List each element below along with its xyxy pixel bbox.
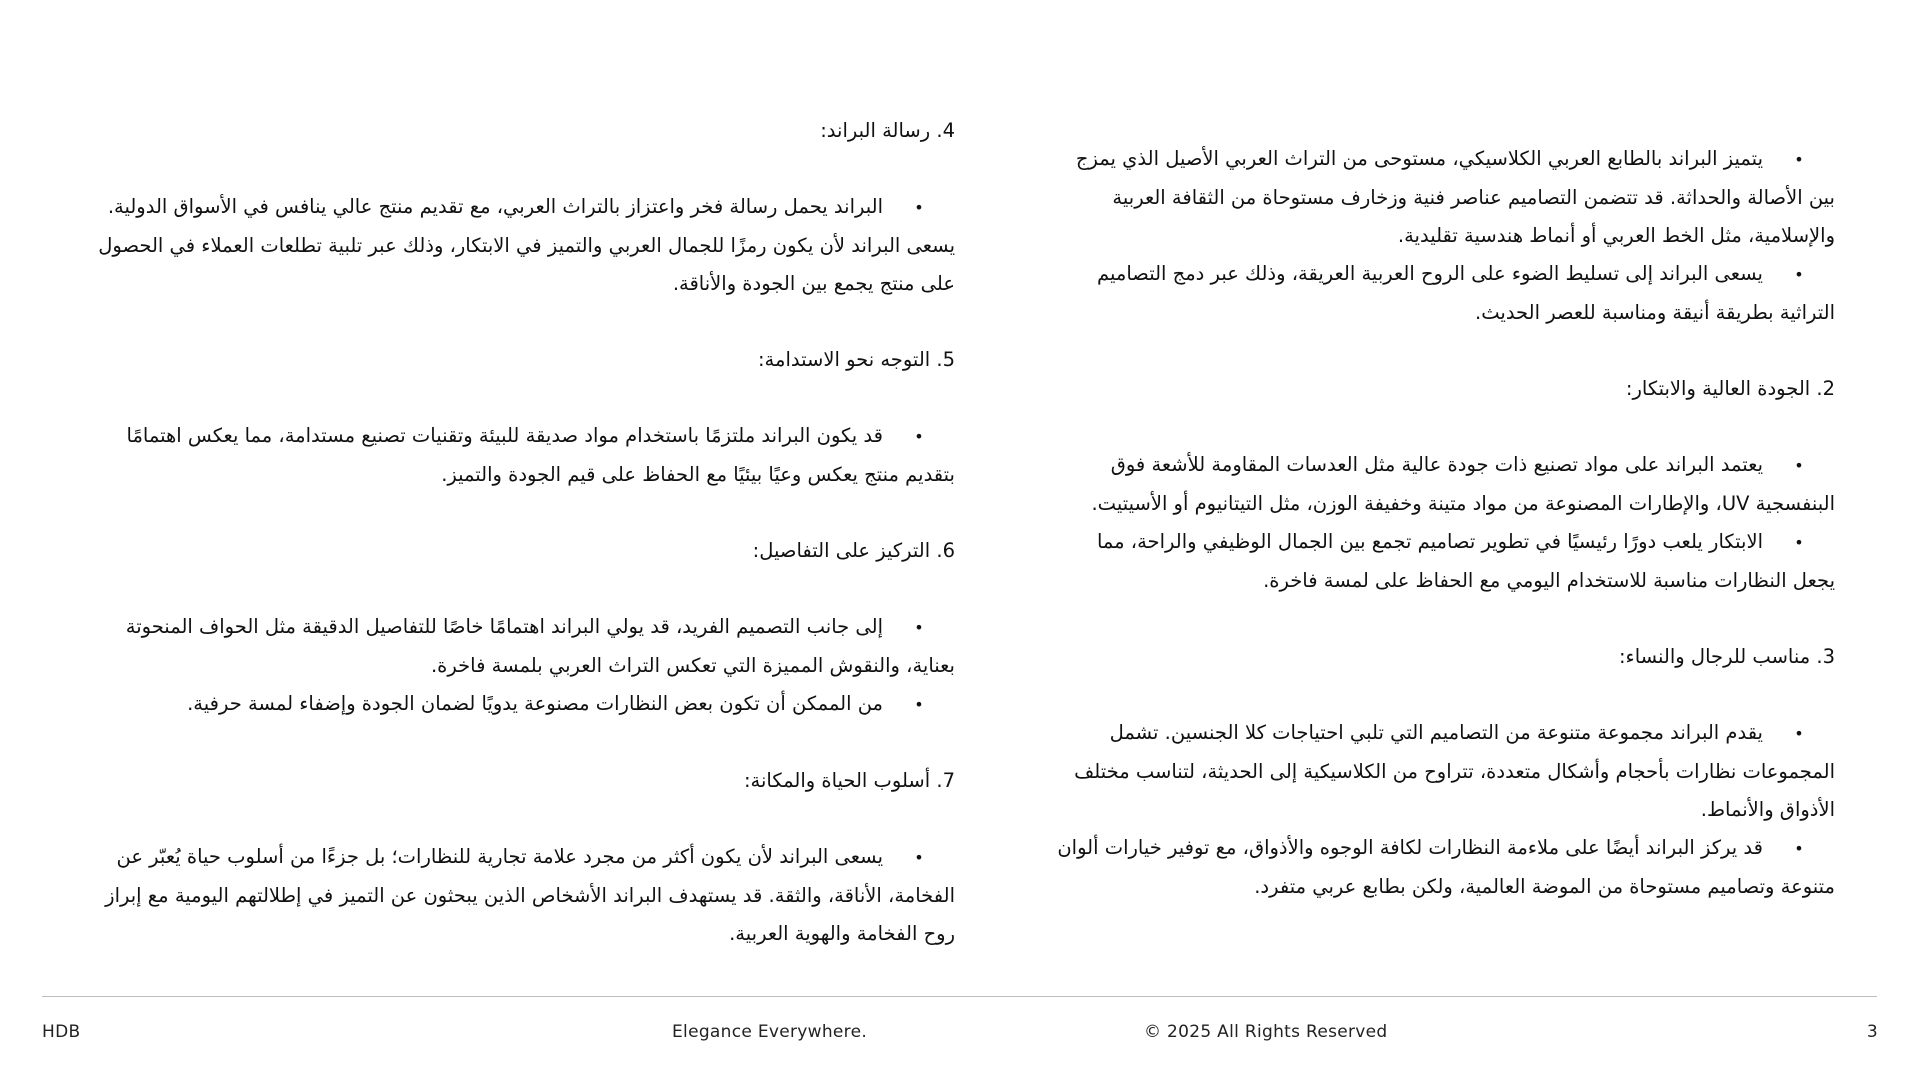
list-item — [97, 685, 955, 724]
list-item — [1057, 255, 1835, 332]
bullet-marker: • — [914, 618, 924, 637]
bullet-marker: • — [914, 695, 924, 714]
bullet-text: البراند يحمل رسالة فخر واعتزاز بالتراث العربي، مع تقديم منتج عالي ينافس في الأسواق الدولية. يسعى البراند لأن يكون رمزًا للجمال العربي والتميز في الابتكار، وذلك عبر تلبية تطلعات العملاء في الحصول على منتج يجمع بين الجودة والأناقة. — [98, 195, 955, 295]
list-item — [1057, 140, 1835, 255]
bullet-list — [97, 417, 955, 494]
page-number: 3 — [1866, 1022, 1878, 1042]
bullet-marker: • — [914, 848, 924, 867]
section-heading: 3. مناسب للرجال والنساء: — [1618, 645, 1835, 668]
list-item — [1057, 523, 1835, 600]
bullet-text: يسعى البراند إلى تسليط الضوء على الروح العربية العريقة، وذلك عبر دمج التصاميم التراثية بطريقة أنيقة ومناسبة للعصر الحديث. — [1097, 262, 1835, 324]
section-1-continued — [1057, 112, 1835, 332]
bullet-text: يسعى البراند لأن يكون أكثر من مجرد علامة تجارية للنظارات؛ بل جزءًا من أسلوب حياة يُعبّر عن الفخامة، الأناقة، والثقة. قد يستهدف البراند الأشخاص الذين يبحثون عن التميز في إطلالتهم اليومية مع إبراز روح الفخامة والهوية العربية. — [105, 845, 955, 945]
section-4 — [97, 112, 955, 303]
bullet-marker: • — [1794, 724, 1804, 743]
footer-brand: HDB — [42, 1022, 81, 1042]
list-item — [1057, 714, 1835, 829]
bullet-list — [1057, 140, 1835, 332]
bullet-text: قد يكون البراند ملتزمًا باستخدام مواد صديقة للبيئة وتقنيات تصنيع مستدامة، مما يعكس اهتمامًا بتقديم منتج يعكس وعيًا بيئيًا مع الحفاظ على قيم الجودة والتميز. — [126, 424, 955, 486]
section-heading: 6. التركيز على التفاصيل: — [752, 539, 955, 562]
section-5 — [97, 341, 955, 494]
bullet-text: يتميز البراند بالطابع العربي الكلاسيكي، مستوحى من التراث العربي الأصيل الذي يمزج بين الأصالة والحداثة. قد تتضمن التصاميم عناصر فنية وزخارف مستوحاة من الثقافة العربية والإسلامية، مثل الخط العربي أو أنماط هندسية تقليدية. — [1075, 147, 1835, 247]
bullet-marker: • — [1794, 150, 1804, 169]
list-item — [1057, 446, 1835, 523]
footer-tagline: Elegance Everywhere. — [672, 1022, 868, 1042]
section-2 — [1057, 370, 1835, 600]
section-heading: 7. أسلوب الحياة والمكانة: — [743, 769, 955, 792]
left-text-column — [97, 112, 955, 953]
bullet-list — [97, 188, 955, 303]
section-heading: 2. الجودة العالية والابتكار: — [1625, 377, 1835, 400]
footer-divider — [42, 996, 1877, 997]
section-heading: 4. رسالة البراند: — [820, 119, 955, 142]
bullet-list — [1057, 714, 1835, 906]
section-heading: 5. التوجه نحو الاستدامة: — [757, 348, 955, 371]
bullet-text: يقدم البراند مجموعة متنوعة من التصاميم التي تلبي احتياجات كلا الجنسين. تشمل المجموعات نظارات بأحجام وأشكال متعددة، تتراوح من الكلاسيكية إلى الحديثة، لتناسب مختلف الأذواق والأنماط. — [1074, 721, 1835, 821]
section-6 — [97, 532, 955, 724]
list-item — [97, 838, 955, 953]
bullet-text: من الممكن أن تكون بعض النظارات مصنوعة يدويًا لضمان الجودة وإضفاء لمسة حرفية. — [187, 692, 883, 715]
right-text-column — [1057, 112, 1835, 906]
bullet-marker: • — [914, 198, 924, 217]
bullet-list — [1057, 446, 1835, 600]
bullet-marker: • — [1794, 456, 1804, 475]
list-item — [97, 417, 955, 494]
bullet-marker: • — [1794, 533, 1804, 552]
bullet-text: إلى جانب التصميم الفريد، قد يولي البراند اهتمامًا خاصًا للتفاصيل الدقيقة مثل الحواف المنحوتة بعناية، والنقوش المميزة التي تعكس التراث العربي بلمسة فاخرة. — [125, 615, 955, 677]
list-item — [97, 188, 955, 303]
bullet-marker: • — [1794, 265, 1804, 284]
bullet-marker: • — [1794, 839, 1804, 858]
list-item — [97, 608, 955, 685]
footer-copyright: © 2025 All Rights Reserved — [1144, 1022, 1388, 1042]
bullet-marker: • — [914, 427, 924, 446]
bullet-list — [97, 838, 955, 953]
bullet-list — [97, 608, 955, 724]
bullet-text: قد يركز البراند أيضًا على ملاءمة النظارات لكافة الوجوه والأذواق، مع توفير خيارات ألوان متنوعة وتصاميم مستوحاة من الموضة العالمية، ولكن بطابع عربي متفرد. — [1057, 836, 1835, 898]
section-7 — [97, 762, 955, 953]
section-3 — [1057, 638, 1835, 906]
bullet-text: الابتكار يلعب دورًا رئيسيًا في تطوير تصاميم تجمع بين الجمال الوظيفي والراحة، مما يجعل النظارات مناسبة للاستخدام اليومي مع الحفاظ على لمسة فاخرة. — [1096, 530, 1835, 592]
list-item — [1057, 829, 1835, 906]
bullet-text: يعتمد البراند على مواد تصنيع ذات جودة عالية مثل العدسات المقاومة للأشعة فوق البنفسجية UV، والإطارات المصنوعة من مواد متينة وخفيفة الوزن، مثل التيتانيوم أو الأسيتيت. — [1091, 453, 1835, 515]
